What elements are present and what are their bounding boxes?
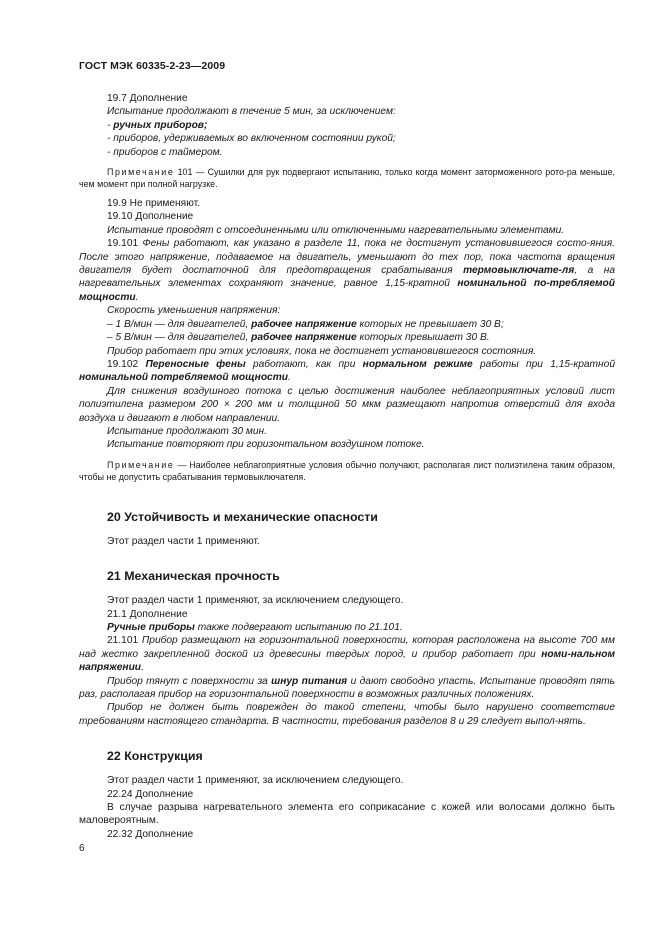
section-21-title: 21 Механическая прочность bbox=[107, 569, 280, 584]
clause-19-7-item-2: - приборов, удерживаемых во включенном состоянии рукой; bbox=[107, 133, 396, 145]
speed-item-1: – 1 В/мин — для двигателей, рабочее напряжение которых не превышает 30 В; bbox=[107, 318, 504, 330]
clause-19-7-item-1: - ручных приборов; bbox=[107, 119, 208, 131]
clause-22-24-text: В случае разрыва нагревательного элемента его соприкасание с кожей или волосами должно быть маловероятным. bbox=[79, 802, 615, 827]
clause-21-101-requirement: Прибор не должен быть поврежден до такой степени, чтобы было нарушено соответствие требованиям настоящего стандарта. В частности, требования разделов 8 и 29 следует выпол-нять. bbox=[79, 702, 615, 727]
clause-19-10-text: Испытание проводят с отсоединенными или отключенными нагревательными элементами. bbox=[107, 224, 565, 236]
clause-19-10-number: 19.10 Дополнение bbox=[107, 211, 194, 223]
clause-21-101-drop: Прибор тянут с поверхности за шнур питания и дают свободно упасть. Испытание проводят пять раз, располагая прибор на горизонтальной поверхности в возможных различных положениях. bbox=[79, 675, 615, 700]
clause-21-101: 21.101 Прибор размещают на горизонтальной поверхности, которая расположена на высоте 700 мм над жестко закрепленной доской из древесины твердых пород, и прибор работает при номи-нальном напряжении. bbox=[79, 635, 615, 674]
continue-30-min: Испытание продолжают 30 мин. bbox=[107, 425, 267, 437]
document-body bbox=[79, 92, 615, 841]
note-101: Примечание 101 — Сушилки для рук подвергают испытанию, только когда момент заторможенного рото-ра меньше, чем момент при полной нагрузке. bbox=[79, 167, 615, 190]
note-label: Примечание bbox=[107, 459, 175, 470]
speed-continue: Прибор работает при этих условиях, пока не достигнет установившегося состояния. bbox=[107, 345, 537, 357]
section-20-text: Этот раздел части 1 применяют. bbox=[107, 535, 260, 547]
page-number: 6 bbox=[79, 843, 85, 854]
clause-22-24-number: 22.24 Дополнение bbox=[107, 788, 194, 800]
speed-item-2: – 5 В/мин — для двигателей, рабочее напряжение которых превышает 30 В. bbox=[107, 332, 490, 344]
clause-19-9: 19.9 Не применяют. bbox=[107, 198, 200, 210]
airflow-paragraph: Для снижения воздушного потока с целью достижения наиболее неблагоприятных условий лист полиэтилена размером 200 × 200 мм и толщиной 50 мкм размещают напротив отверстий для входа воздуха и двигают в любом направлении. bbox=[79, 385, 615, 424]
clause-19-7-number: 19.7 Дополнение bbox=[107, 93, 188, 104]
note-2: Примечание — Наиболее неблагоприятные условия обычно получают, располагая лист полиэтилена таким образом, чтобы не допустить срабатывания термовыключателя. bbox=[79, 459, 615, 482]
clause-22-32-number: 22.32 Дополнение bbox=[107, 828, 194, 840]
clause-21-1-text: Ручные приборы также подвергают испытанию по 21.101. bbox=[107, 621, 403, 633]
section-21-text: Этот раздел части 1 применяют, за исключением следующего. bbox=[107, 595, 404, 607]
section-20-title: 20 Устойчивость и механические опасности bbox=[107, 509, 378, 524]
clause-19-101: 19.101 Фены работают, как указано в разделе 11, пока не достигнут установившегося состо-яния. После этого напряжение, подаваемое на двигатель, уменьшают до тех пор, пока частота вращения двигателя будет достаточной для предотвращения срабатывания термовыключате-ля, а на нагревательных элементах сохраняют значение, равное 1,15-кратной номинальной по-требляемой мощности. bbox=[79, 238, 616, 303]
section-22-text: Этот раздел части 1 применяют, за исключением следующего. bbox=[107, 775, 404, 787]
clause-19-7-intro: Испытание продолжают в течение 5 мин, за исключением: bbox=[107, 106, 396, 118]
clause-19-102: 19.102 Переносные фены работают, как при нормальном режиме работы при 1,15-кратной номинальной потребляемой мощности. bbox=[79, 358, 615, 384]
note-label: Примечание bbox=[107, 167, 175, 178]
clause-19-7-item-3: - приборов с таймером. bbox=[107, 146, 223, 158]
section-22-title: 22 Конструкция bbox=[107, 749, 203, 764]
document-header: ГОСТ МЭК 60335-2-23—2009 bbox=[79, 60, 226, 72]
speed-title: Скорость уменьшения напряжения: bbox=[107, 305, 281, 317]
repeat-test: Испытание повторяют при горизонтальном воздушном потоке. bbox=[107, 439, 425, 451]
clause-21-1-number: 21.1 Дополнение bbox=[107, 608, 188, 620]
